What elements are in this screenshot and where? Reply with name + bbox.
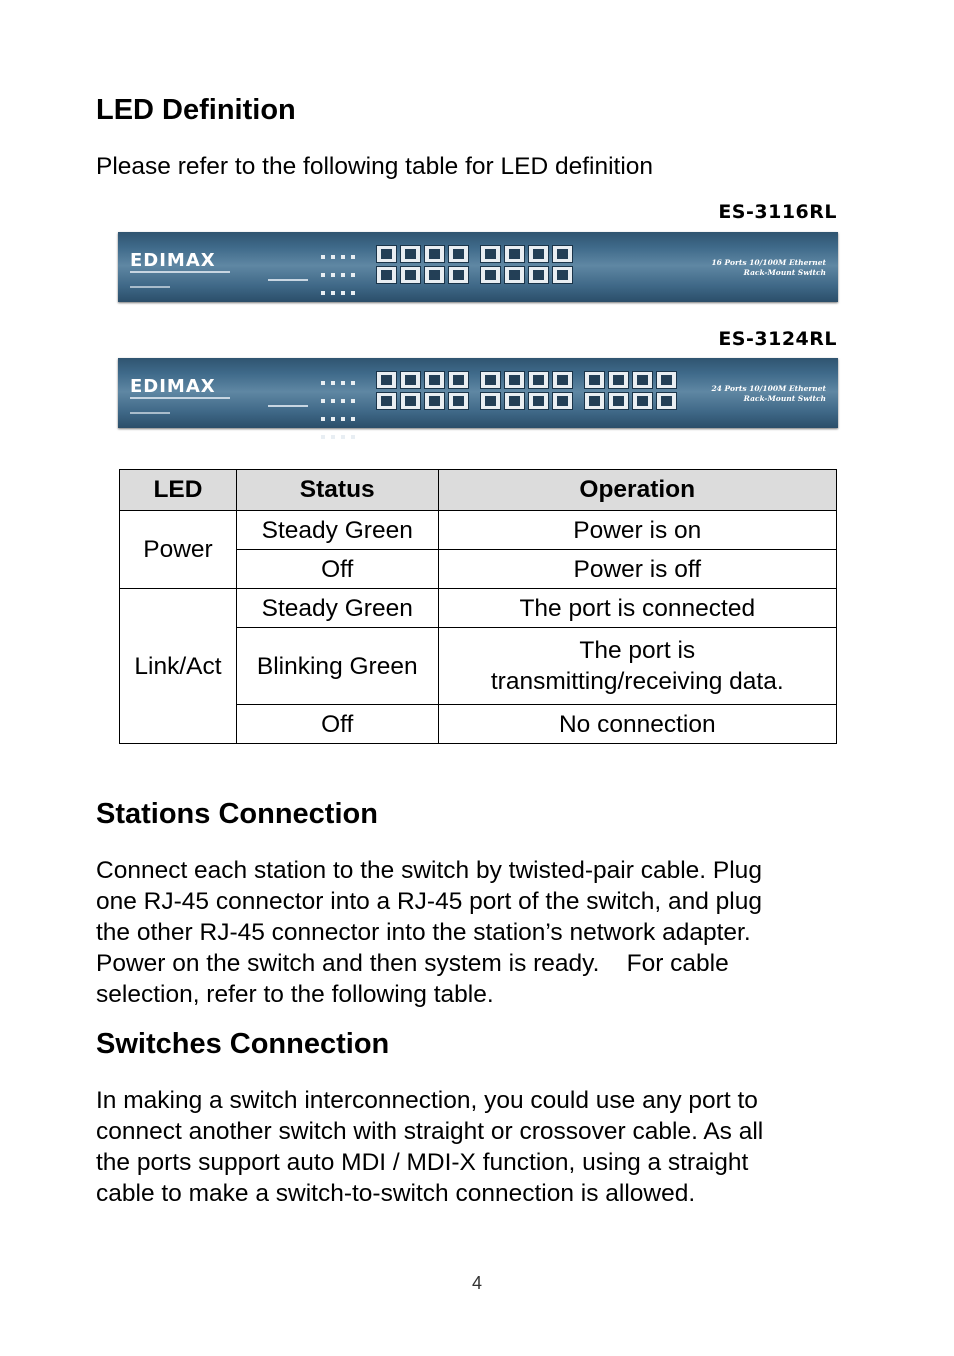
rj45-port-icon	[400, 266, 421, 284]
switches-connection-heading: Switches Connection	[96, 1028, 390, 1060]
led-definition-heading: LED Definition	[96, 94, 296, 126]
stations-connection-heading: Stations Connection	[96, 798, 378, 830]
led-definition-table	[119, 469, 837, 744]
led-indicator-panel	[318, 248, 358, 302]
edimax-logo: EDIMAX	[130, 376, 216, 397]
status-cell: Steady Green	[236, 511, 438, 550]
operation-line: The port is	[579, 637, 696, 664]
rj45-port-icon	[584, 371, 605, 389]
rj45-port-icon	[480, 392, 501, 410]
rj45-port-icon	[424, 245, 445, 263]
logo-tagline	[130, 271, 230, 273]
rj45-port-icon	[424, 371, 445, 389]
operation-cell: No connection	[438, 705, 836, 744]
rj45-port-icon	[376, 371, 397, 389]
port-group	[480, 371, 580, 410]
header-status: Status	[236, 470, 438, 511]
rj45-port-icon	[504, 371, 525, 389]
text-line: In making a switch interconnection, you could use any port to	[96, 1087, 758, 1114]
logo-tagline	[130, 397, 230, 399]
rj45-port-icon	[504, 266, 525, 284]
rj45-port-icon	[656, 392, 677, 410]
rj45-port-icon	[552, 392, 573, 410]
text-line: Power on the switch and then system is ready. For cable	[96, 950, 729, 977]
text-line: cable to make a switch-to-switch connection is allowed.	[96, 1180, 696, 1207]
rj45-port-icon	[528, 245, 549, 263]
model-label-es3124rl: ES-3124RL	[718, 328, 837, 350]
power-indicator-label	[268, 405, 308, 407]
rj45-port-icon	[400, 245, 421, 263]
table-row	[120, 589, 837, 628]
status-cell: Off	[236, 550, 438, 589]
table-row	[120, 511, 837, 550]
rj45-port-icon	[552, 266, 573, 284]
led-indicator-panel	[318, 374, 358, 446]
rj45-port-icon	[400, 392, 421, 410]
switches-connection-text	[96, 1085, 856, 1209]
rj45-port-icon	[552, 371, 573, 389]
rj45-port-icon	[632, 392, 653, 410]
switch-image-es3124rl	[118, 358, 838, 428]
model-label-es3116rl: ES-3116RL	[718, 201, 837, 223]
stations-connection-text	[96, 855, 856, 1010]
header-led: LED	[120, 470, 237, 511]
status-cell: Steady Green	[236, 589, 438, 628]
led-intro-text: Please refer to the following table for LED definition	[96, 153, 654, 180]
text-line: connect another switch with straight or crossover cable. As all	[96, 1118, 764, 1145]
rj45-port-icon	[608, 392, 629, 410]
port-panel	[376, 371, 688, 410]
power-indicator-label	[268, 279, 308, 281]
rj45-port-icon	[424, 266, 445, 284]
switch-image-es3116rl	[118, 232, 838, 302]
port-group	[480, 245, 580, 284]
operation-cell: The port is connected	[438, 589, 836, 628]
rj45-port-icon	[448, 266, 469, 284]
rj45-port-icon	[656, 371, 677, 389]
rj45-port-icon	[480, 245, 501, 263]
switch-caption: 16 Ports 10/100M Ethernet Rack-Mount Switch	[711, 258, 826, 277]
operation-cell	[438, 628, 836, 705]
port-panel	[376, 245, 584, 284]
operation-line: transmitting/receiving data.	[490, 668, 784, 695]
rj45-port-icon	[584, 392, 605, 410]
rj45-port-icon	[480, 371, 501, 389]
text-line: Connect each station to the switch by twisted-pair cable. Plug	[96, 857, 762, 884]
rj45-port-icon	[448, 392, 469, 410]
port-group	[584, 371, 684, 410]
rj45-port-icon	[376, 245, 397, 263]
led-name-link-act: Link/Act	[120, 589, 237, 744]
model-tag	[130, 286, 170, 288]
switch-caption: 24 Ports 10/100M Ethernet Rack-Mount Switch	[711, 384, 826, 403]
operation-cell: Power is on	[438, 511, 836, 550]
rj45-port-icon	[448, 245, 469, 263]
edimax-logo: EDIMAX	[130, 250, 216, 271]
status-cell: Blinking Green	[236, 628, 438, 705]
operation-cell: Power is off	[438, 550, 836, 589]
rj45-port-icon	[552, 245, 573, 263]
rj45-port-icon	[400, 371, 421, 389]
header-operation: Operation	[438, 470, 836, 511]
rj45-port-icon	[504, 245, 525, 263]
rj45-port-icon	[528, 392, 549, 410]
port-group	[376, 245, 476, 284]
model-tag	[130, 412, 170, 414]
port-group	[376, 371, 476, 410]
text-line: selection, refer to the following table.	[96, 981, 494, 1008]
text-line: one RJ-45 connector into a RJ-45 port of the switch, and plug	[96, 888, 762, 915]
rj45-port-icon	[376, 392, 397, 410]
rj45-port-icon	[504, 392, 525, 410]
rj45-port-icon	[528, 371, 549, 389]
rj45-port-icon	[608, 371, 629, 389]
rj45-port-icon	[528, 266, 549, 284]
status-cell: Off	[236, 705, 438, 744]
table-header-row	[120, 470, 837, 511]
text-line: the ports support auto MDI / MDI-X function, using a straight	[96, 1149, 749, 1176]
rj45-port-icon	[376, 266, 397, 284]
rj45-port-icon	[448, 371, 469, 389]
page-number: 4	[471, 1273, 482, 1293]
rj45-port-icon	[632, 371, 653, 389]
text-line: the other RJ-45 connector into the station’s network adapter.	[96, 919, 751, 946]
rj45-port-icon	[480, 266, 501, 284]
rj45-port-icon	[424, 392, 445, 410]
led-name-power: Power	[120, 511, 237, 589]
